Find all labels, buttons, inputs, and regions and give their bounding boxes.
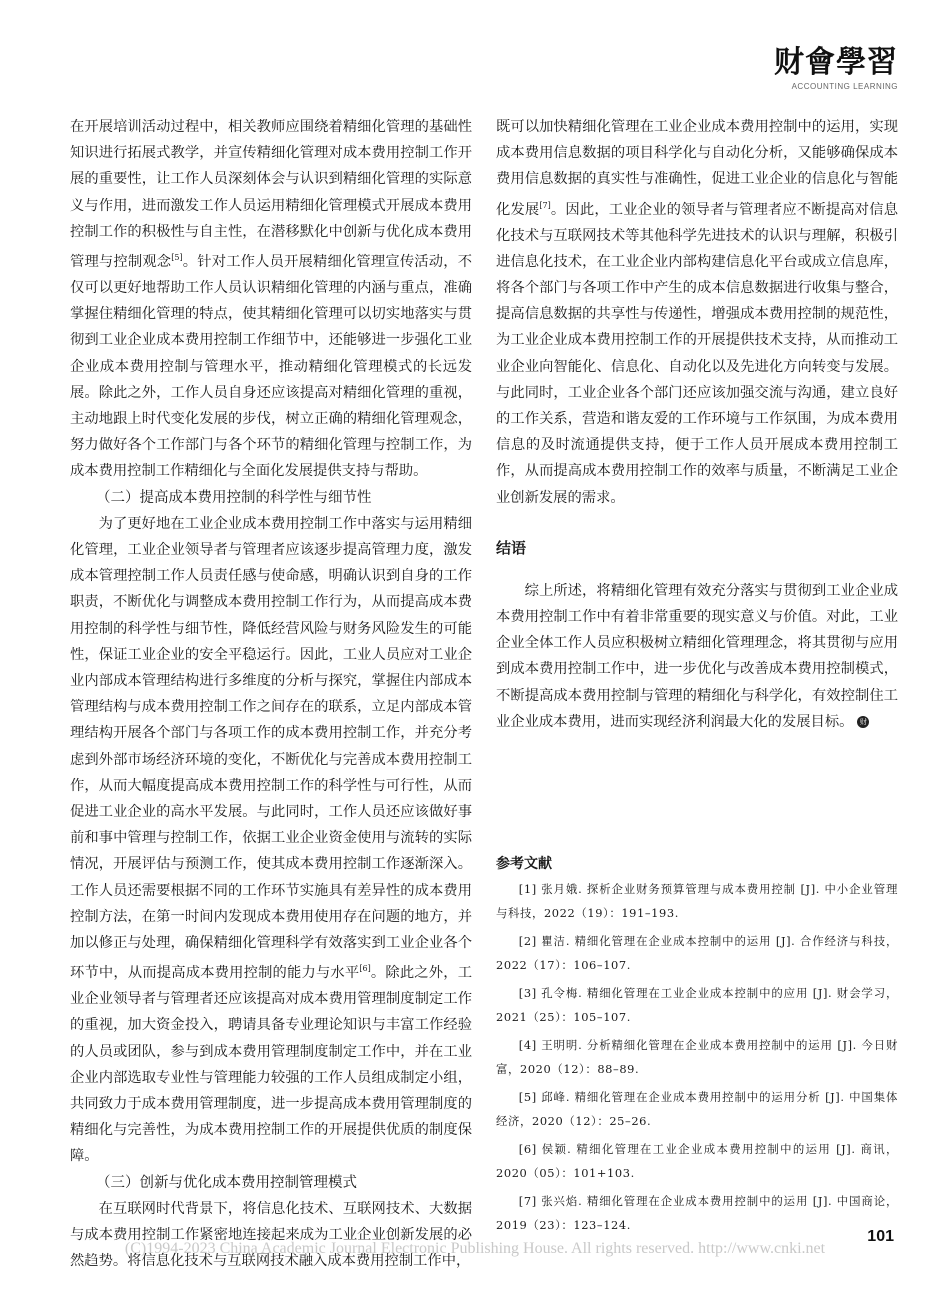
reference-item: [1] 张月娥. 探析企业财务预算管理与成本费用控制 [J]. 中小企业管理与科技，2022（19）：191–193.	[496, 882, 898, 921]
body-paragraph: 在互联网时代背景下，将信息化技术、互联网技术、大数据与成本费用控制工作紧密地连接起来成为工业企业创新发展的必然趋势。将信息化技术与互联网技术融入成本费用控制工作中，	[70, 1200, 472, 1270]
right-column	[496, 114, 898, 1241]
reference-item: [3] 孔令梅. 精细化管理在工业企业成本控制中的应用 [J]. 财会学习，2021（25）：105–107.	[496, 986, 898, 1025]
page-number: 101	[867, 1228, 894, 1245]
subheading: （二）提高成本费用控制的科学性与细节性	[96, 489, 372, 506]
journal-logo	[774, 46, 898, 91]
citation: [7]	[539, 200, 551, 210]
citation: [6]	[359, 964, 371, 974]
logo-subtitle: ACCOUNTING LEARNING	[791, 82, 898, 91]
reference-list	[496, 877, 898, 1237]
copyright-footer: (C)1994-2023 China Academic Journal Electronic Publishing House. All rights reserved. http://www.cnki.net	[124, 1240, 826, 1257]
conclusion-paragraph: 综上所述，将精细化管理有效充分落实与贯彻到工业企业成本费用控制工作中有着非常重要的现实意义与价值。对此，工业企业全体工作人员应积极树立精细化管理理念，将其贯彻与应用到成本费用控制工作中，进一步优化与改善成本费用控制模式，不断提高成本费用控制与管理的精细化与科学化，有效控制住工业企业成本费用，进而实现经济利润最大化的发展目标。 财	[496, 582, 898, 730]
reference-item: [2] 瞿洁. 精细化管理在企业成本控制中的运用 [J]. 合作经济与科技，2022（17）：106–107.	[496, 934, 898, 973]
references-heading: 参考文献	[496, 856, 552, 873]
body-paragraph: 为了更好地在工业企业成本费用控制工作中落实与运用精细化管理，工业企业领导者与管理者应该逐步提高管理力度，激发成本管理控制工作人员责任感与使命感，明确认识到自身的工作职责，不断优化与调整成本费用控制工作行为，从而提高成本费用控制的科学性与细节性，降低经营风险与财务风险发生的可能性，保证工业企业的安全平稳运行。因此，工业人员应对工业企业内部成本管理结构进行多维度的分析与探究，掌握住内部成本管理结构与成本费用控制工作之间存在的联系，立足内部成本管理结构开展各个部门与各项工作的成本费用控制工作，并充分考虑到外部市场经济环境的变化，不断优化与完善成本费用控制工作，从而大幅度提高成本费用控制工作的科学性与可行性，从而促进工业企业的高水平发展。与此同时，工作人员还应该做好事前和事中管理与控制工作，依据工业企业资金使用与流转的实际情况，开展评估与预测工作，使其成本费用控制工作逐渐深入。工作人员还需要根据不同的工作环节实施具有差异性的成本费用控制方法，在第一时间内发现成本费用使用存在问题的地方，并加以修正与处理，确保精细化管理科学有效落实到工业企业各个环节中，从而提高成本费用控制的能力与水平[6]。除此之外，工业企业领导者与管理者还应该提高对成本费用管理制度制定工作的重视，加大资金投入，聘请具备专业理论知识与丰富工作经验的人员或团队，参与到成本费用管理制度制定工作中，并在工业企业内部选取专业性与管理能力较强的工作人员组成制定小组，共同致力于成本费用管理制度，进一步提高成本费用管理制度的精细化与完善性，为成本费用控制工作的开展提供优质的制度保障。	[70, 515, 472, 1165]
body-paragraph: 在开展培训活动过程中，相关教师应围绕着精细化管理的基础性知识进行拓展式教学，并宣传精细化管理对成本费用控制工作开展的重要性，让工作人员深刻体会与认识到精细化管理的实际意义与作用，进而激发工作人员运用精细化管理模式开展成本费用控制工作的积极性与自主性，在潜移默化中创新与优化成本费用管理与控制观念[5]。针对工作人员开展精细化管理宣传活动，不仅可以更好地帮助工作人员认识精细化管理的内涵与重点，准确掌握住精细化管理的特点，使其精细化管理可以切实地落实与贯彻到工业企业成本费用控制工作细节中，还能够进一步强化工业企业成本费用控制与管理水平，推动精细化管理模式的长远发展。除此之外，工作人员自身还应该提高对精细化管理的重视，主动地跟上时代变化发展的步伐，树立正确的精细化管理观念，努力做好各个工作部门与各个环节的精细化管理与控制工作，为成本费用控制工作精细化与全面化发展提供支持与帮助。	[70, 119, 472, 480]
left-column	[70, 114, 472, 1274]
citation: [5]	[171, 253, 183, 263]
end-mark-icon: 财	[857, 716, 869, 728]
reference-item: [7] 张兴焰. 精细化管理在企业成本费用控制中的运用 [J]. 中国商论，2019（23）：123–124.	[496, 1194, 898, 1233]
reference-item: [5] 邱峰. 精细化管理在企业成本费用控制中的运用分析 [J]. 中国集体经济，2020（12）：25–26.	[496, 1090, 898, 1129]
reference-item: [4] 王明明. 分析精细化管理在企业成本费用控制中的运用 [J]. 今日财富，2020（12）：88–89.	[496, 1038, 898, 1077]
conclusion-heading: 结语	[496, 538, 527, 557]
body-paragraph: 既可以加快精细化管理在工业企业成本费用控制中的运用，实现成本费用信息数据的项目科学化与自动化分析，又能够确保成本费用信息数据的真实性与准确性，促进工业企业的信息化与智能化发展[7]。因此，工业企业的领导者与管理者应不断提高对信息化技术与互联网技术等其他科学先进技术的认识与理解，积极引进信息化技术，在工业企业内部构建信息化平台或成立信息库，将各个部门与各项工作中产生的成本信息数据进行收集与整合，提高信息数据的共享性与传递性，增强成本费用控制的规范性，为工业企业成本费用控制工作的开展提供技术支持，从而推动工业企业向智能化、信息化、自动化以及先进化方向转变与发展。与此同时，工业企业各个部门还应该加强交流与沟通，建立良好的工作关系，营造和谐友爱的工作环境与工作氛围，为成本费用信息的及时流通提供支持，便于工作人员开展成本费用控制工作，从而提高成本费用控制工作的效率与质量，不断满足工业企业创新发展的需求。	[496, 119, 898, 506]
subheading: （三）创新与优化成本费用控制管理模式	[96, 1174, 357, 1191]
reference-item: [6] 侯颖. 精细化管理在工业企业成本费用控制中的运用 [J]. 商讯，2020（05）：101+103.	[496, 1142, 898, 1181]
logo-title: 财會學習	[774, 45, 898, 80]
